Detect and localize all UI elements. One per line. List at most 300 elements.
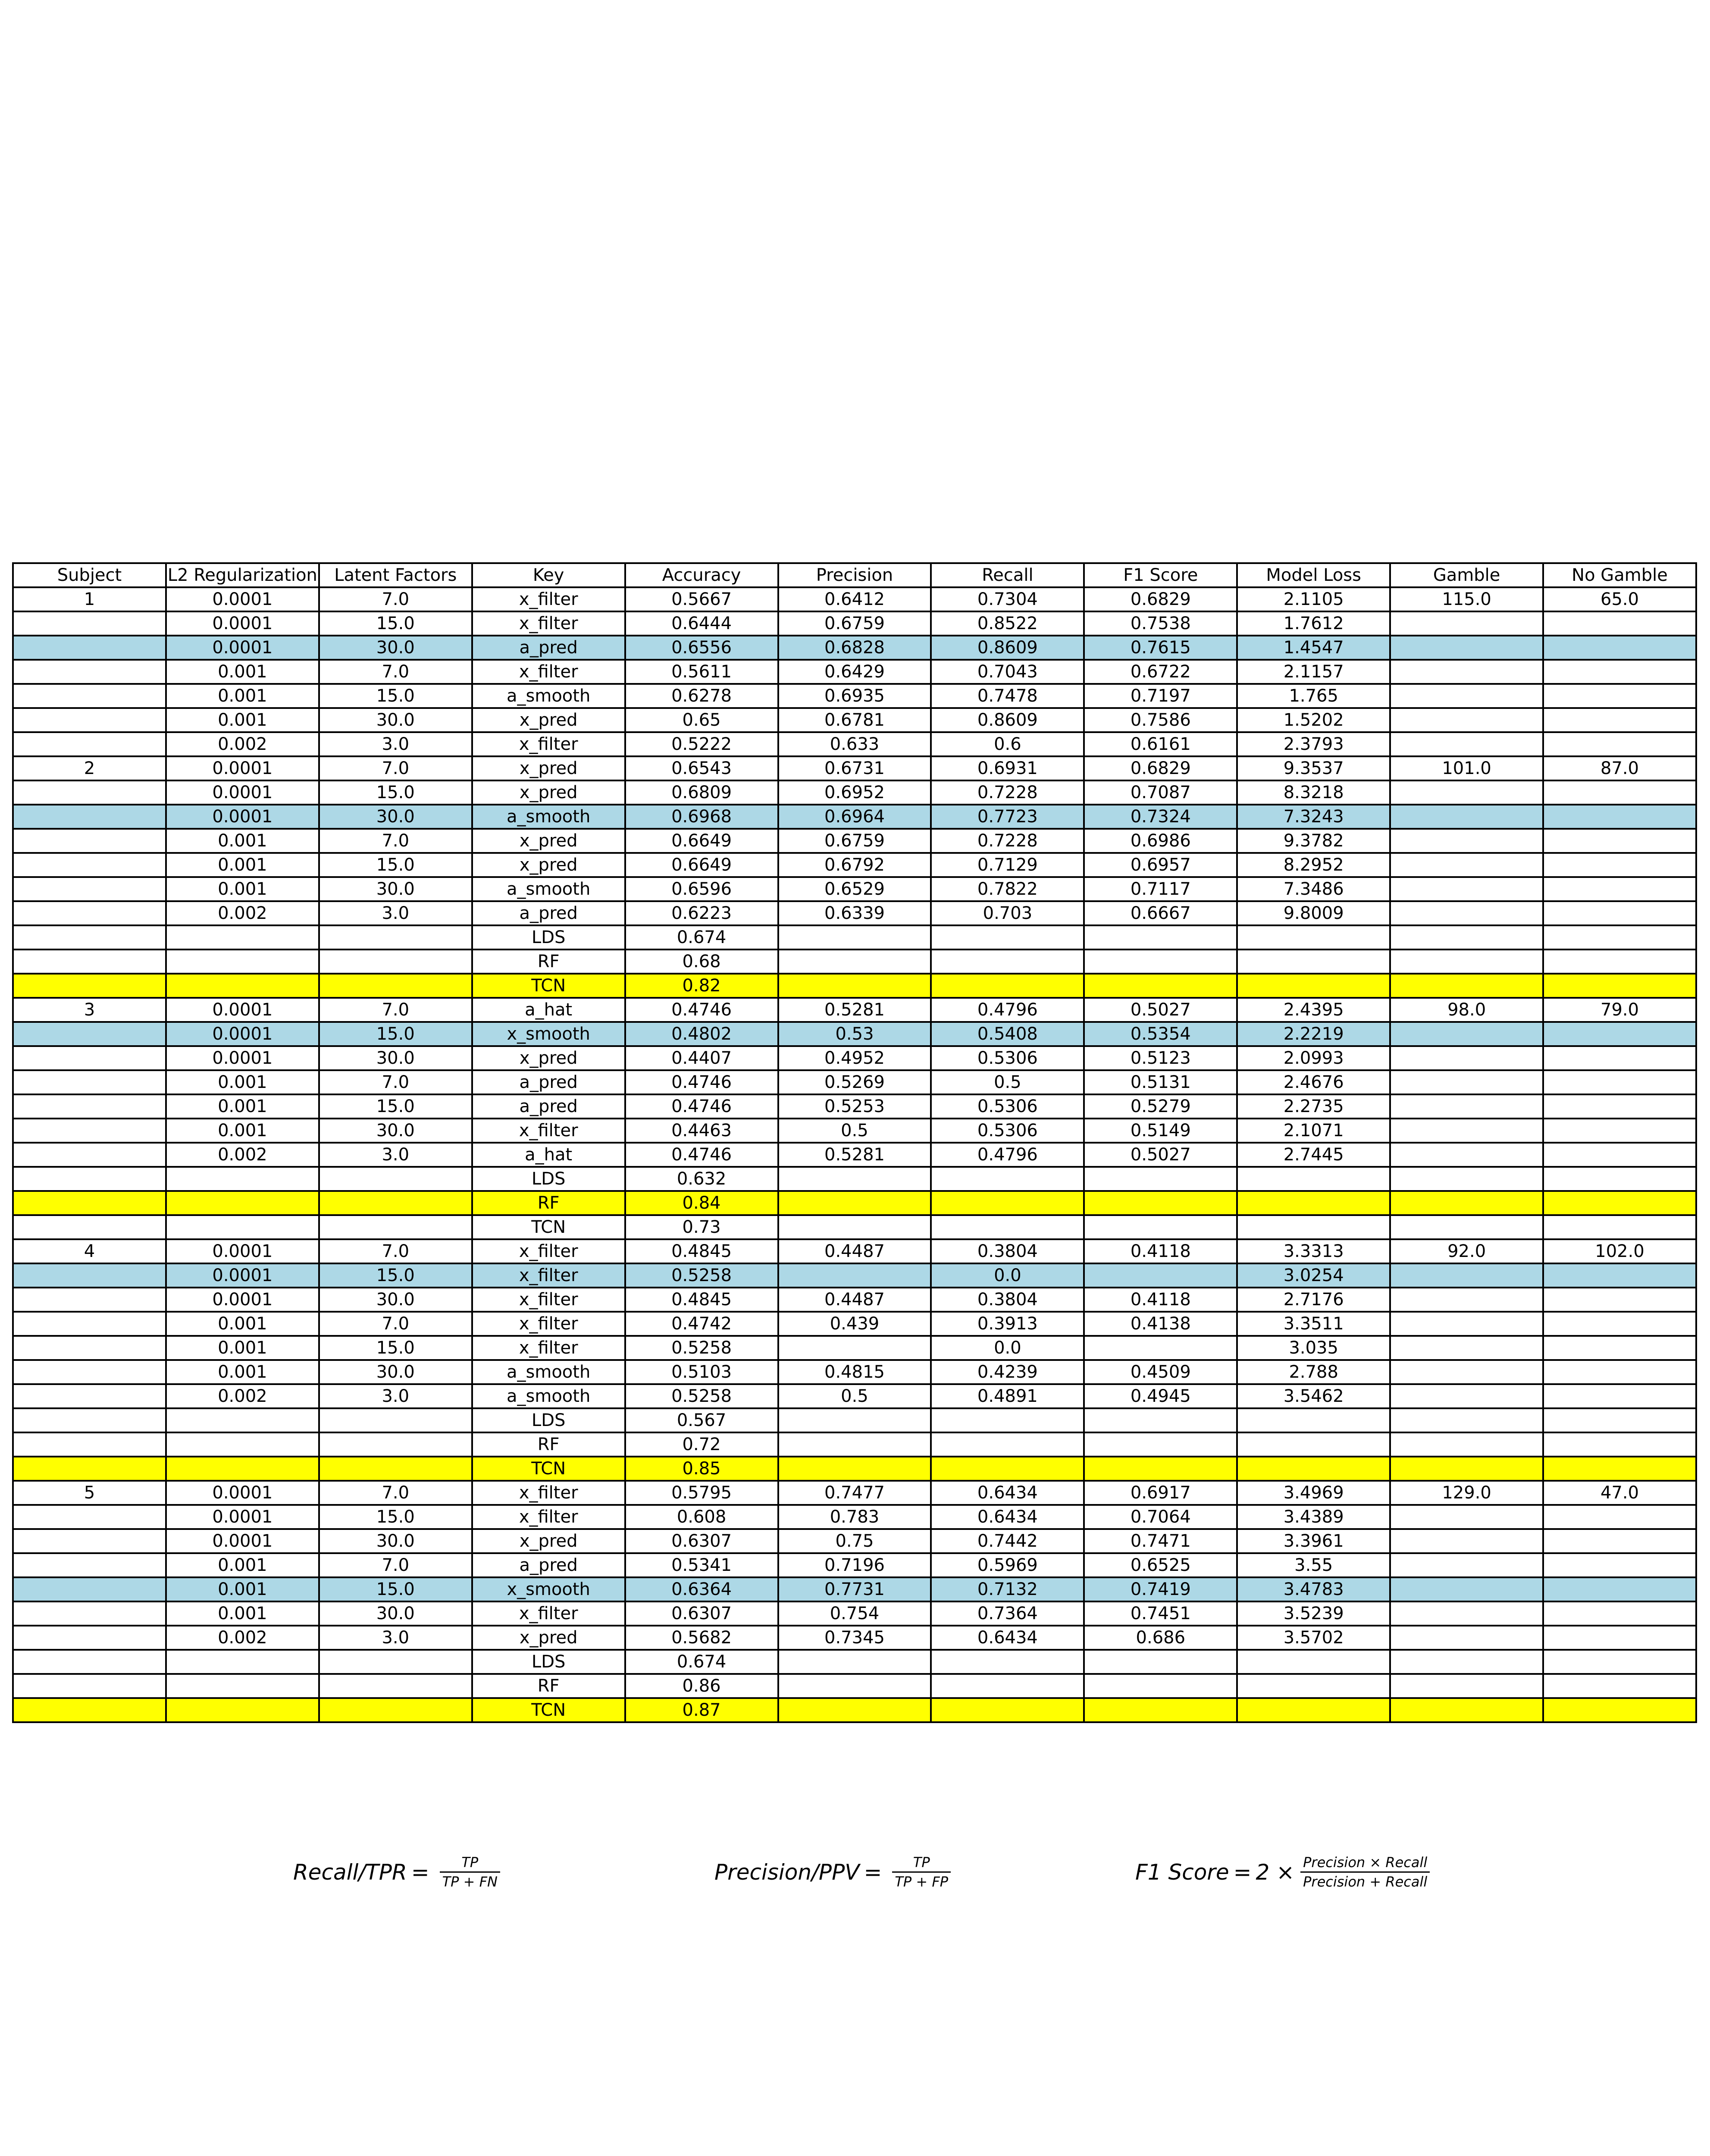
- table-cell: 0.4746: [625, 1094, 778, 1119]
- table-cell: [1084, 1263, 1237, 1288]
- table-cell: a_pred: [472, 901, 625, 925]
- table-cell: 2.7176: [1237, 1288, 1390, 1312]
- table-cell: [1237, 974, 1390, 998]
- table-row: [13, 1094, 1696, 1119]
- table-cell: 0.001: [166, 660, 319, 684]
- table-cell: [1543, 925, 1696, 950]
- table-cell: [1084, 1650, 1237, 1674]
- table-cell: TCN: [472, 1698, 625, 1722]
- table-cell: LDS: [472, 1167, 625, 1191]
- table-cell: [778, 974, 931, 998]
- table-cell: 129.0: [1390, 1481, 1543, 1505]
- recall-denominator: TP + FN: [440, 1871, 500, 1890]
- table-cell: [1390, 877, 1543, 901]
- table-cell: a_smooth: [472, 1384, 625, 1408]
- table-cell: 0.754: [778, 1601, 931, 1626]
- table-cell: 0.001: [166, 1336, 319, 1360]
- table-cell: a_hat: [472, 1143, 625, 1167]
- table-row: [13, 974, 1696, 998]
- table-cell: [1237, 925, 1390, 950]
- table-cell: [13, 1457, 166, 1481]
- table-cell: 0.73: [625, 1215, 778, 1239]
- table-cell: [319, 1650, 472, 1674]
- table-cell: 2.2219: [1237, 1022, 1390, 1046]
- table-cell: 0.7822: [931, 877, 1084, 901]
- table-cell: 0.4802: [625, 1022, 778, 1046]
- table-cell: [1543, 950, 1696, 974]
- table-cell: [1543, 1070, 1696, 1094]
- table-cell: LDS: [472, 1408, 625, 1432]
- table-cell: 0.002: [166, 1143, 319, 1167]
- table-cell: x_filter: [472, 611, 625, 636]
- table-cell: 7.0: [319, 660, 472, 684]
- table-cell: 3.0: [319, 1143, 472, 1167]
- table-cell: 0.0001: [166, 998, 319, 1022]
- table-cell: a_pred: [472, 1070, 625, 1094]
- table-cell: 15.0: [319, 1505, 472, 1529]
- table-cell: [1390, 1577, 1543, 1601]
- table-cell: [1543, 1215, 1696, 1239]
- table-cell: [319, 1698, 472, 1722]
- table-cell: [1390, 1626, 1543, 1650]
- table-cell: x_pred: [472, 1046, 625, 1070]
- table-cell: 0.7442: [931, 1529, 1084, 1553]
- table-cell: [13, 1674, 166, 1698]
- table-cell: 0.001: [166, 1070, 319, 1094]
- table-cell: [778, 1167, 931, 1191]
- table-cell: 0.001: [166, 1553, 319, 1577]
- table-cell: 0.4746: [625, 1070, 778, 1094]
- table-cell: 0.7196: [778, 1553, 931, 1577]
- table-cell: 0.6952: [778, 780, 931, 805]
- table-row: [13, 1167, 1696, 1191]
- table-cell: [778, 1650, 931, 1674]
- table-cell: TCN: [472, 1215, 625, 1239]
- table-cell: 0.7129: [931, 853, 1084, 877]
- table-cell: [931, 1650, 1084, 1674]
- table-cell: x_pred: [472, 1626, 625, 1650]
- header-row: [13, 563, 1696, 587]
- table-cell: [1237, 1457, 1390, 1481]
- table-cell: 0.608: [625, 1505, 778, 1529]
- table-cell: 0.4138: [1084, 1312, 1237, 1336]
- table-cell: [931, 925, 1084, 950]
- precision-lhs: Precision/PPV: [714, 1859, 860, 1885]
- table-cell: [13, 1650, 166, 1674]
- table-cell: a_pred: [472, 1094, 625, 1119]
- table-cell: 0.7345: [778, 1626, 931, 1650]
- table-row: [13, 1143, 1696, 1167]
- table-cell: 0.6828: [778, 636, 931, 660]
- table-cell: a_smooth: [472, 684, 625, 708]
- table-cell: [319, 1215, 472, 1239]
- table-cell: 0.4891: [931, 1384, 1084, 1408]
- table-cell: x_pred: [472, 1529, 625, 1553]
- table-cell: [1543, 1191, 1696, 1215]
- table-row: [13, 780, 1696, 805]
- table-cell: [1084, 1674, 1237, 1698]
- table-cell: x_filter: [472, 587, 625, 611]
- table-cell: [931, 950, 1084, 974]
- table-cell: 0.7228: [931, 780, 1084, 805]
- table-cell: [1390, 1070, 1543, 1094]
- table-cell: [1084, 1408, 1237, 1432]
- table-cell: 0.6731: [778, 756, 931, 780]
- table-cell: 7.0: [319, 1481, 472, 1505]
- table-cell: 0.5354: [1084, 1022, 1237, 1046]
- table-cell: 2.3793: [1237, 732, 1390, 756]
- table-cell: a_smooth: [472, 1360, 625, 1384]
- recall-lhs: Recall/TPR: [293, 1859, 407, 1885]
- table-cell: 0.5341: [625, 1553, 778, 1577]
- column-header: Accuracy: [625, 563, 778, 587]
- table-cell: 0.7087: [1084, 780, 1237, 805]
- table-cell: x_pred: [472, 708, 625, 732]
- table-cell: x_filter: [472, 1481, 625, 1505]
- table-cell: 7.0: [319, 1070, 472, 1094]
- table-cell: [1237, 1650, 1390, 1674]
- table-cell: [1390, 950, 1543, 974]
- table-cell: 3.5239: [1237, 1601, 1390, 1626]
- table-cell: 7.0: [319, 1239, 472, 1263]
- table-cell: 30.0: [319, 805, 472, 829]
- table-cell: [166, 1674, 319, 1698]
- table-cell: TCN: [472, 974, 625, 998]
- table-cell: 3.0: [319, 1384, 472, 1408]
- table-row: [13, 1288, 1696, 1312]
- results-table: [12, 562, 1697, 1723]
- table-cell: [1390, 1094, 1543, 1119]
- table-row: [13, 1191, 1696, 1215]
- table-row: [13, 1022, 1696, 1046]
- table-cell: 15.0: [319, 1094, 472, 1119]
- table-row: [13, 829, 1696, 853]
- table-cell: 3.0: [319, 732, 472, 756]
- table-cell: [1084, 1698, 1237, 1722]
- table-cell: 0.65: [625, 708, 778, 732]
- table-cell: 0.6307: [625, 1601, 778, 1626]
- table-cell: [13, 1577, 166, 1601]
- table-cell: 0.002: [166, 901, 319, 925]
- table-cell: 7.0: [319, 756, 472, 780]
- table-cell: 0.4118: [1084, 1239, 1237, 1263]
- table-cell: 0.7615: [1084, 636, 1237, 660]
- recall-fraction: [440, 1854, 500, 1890]
- table-cell: 0.0001: [166, 1239, 319, 1263]
- table-cell: [778, 1698, 931, 1722]
- table-cell: [1390, 1167, 1543, 1191]
- table-cell: [1390, 1529, 1543, 1553]
- table-cell: [1390, 1215, 1543, 1239]
- table-cell: 3.0: [319, 901, 472, 925]
- table-cell: [1390, 1263, 1543, 1288]
- table-cell: 7.3486: [1237, 877, 1390, 901]
- table-cell: 0.6722: [1084, 660, 1237, 684]
- table-cell: [1543, 1336, 1696, 1360]
- table-cell: 0.674: [625, 925, 778, 950]
- column-header: L2 Regularization: [166, 563, 319, 587]
- table-cell: 0.6792: [778, 853, 931, 877]
- table-cell: 30.0: [319, 1119, 472, 1143]
- table-cell: [1237, 1215, 1390, 1239]
- table-cell: [1543, 805, 1696, 829]
- table-row: [13, 1384, 1696, 1408]
- table-cell: [1543, 829, 1696, 853]
- table-cell: 3.035: [1237, 1336, 1390, 1360]
- table-cell: 0.7117: [1084, 877, 1237, 901]
- table-cell: 7.0: [319, 587, 472, 611]
- precision-numerator: TP: [913, 1854, 930, 1871]
- table-cell: [778, 1674, 931, 1698]
- table-cell: [319, 925, 472, 950]
- table-cell: 2.2735: [1237, 1094, 1390, 1119]
- table-cell: 0.7304: [931, 587, 1084, 611]
- f1-lhs: F1 Score: [1135, 1859, 1229, 1885]
- table-cell: x_pred: [472, 780, 625, 805]
- table-cell: [1543, 611, 1696, 636]
- table-cell: 0.4487: [778, 1239, 931, 1263]
- table-cell: a_pred: [472, 636, 625, 660]
- table-cell: 0.6529: [778, 877, 931, 901]
- table-cell: x_filter: [472, 1288, 625, 1312]
- table-cell: [13, 1384, 166, 1408]
- table-cell: 30.0: [319, 1601, 472, 1626]
- table-cell: [1390, 1336, 1543, 1360]
- table-cell: 0.6649: [625, 853, 778, 877]
- table-cell: 0.4118: [1084, 1288, 1237, 1312]
- table-cell: 0.6: [931, 732, 1084, 756]
- table-cell: 0.4815: [778, 1360, 931, 1384]
- table-cell: 0.53: [778, 1022, 931, 1046]
- table-cell: 0.7419: [1084, 1577, 1237, 1601]
- table-cell: [13, 636, 166, 660]
- table-cell: 4: [13, 1239, 166, 1263]
- table-cell: x_filter: [472, 660, 625, 684]
- table-cell: 0.633: [778, 732, 931, 756]
- table-cell: 101.0: [1390, 756, 1543, 780]
- table-cell: [1543, 636, 1696, 660]
- table-cell: [778, 1432, 931, 1457]
- table-cell: [166, 1191, 319, 1215]
- table-cell: [1390, 925, 1543, 950]
- table-row: [13, 925, 1696, 950]
- table-cell: 30.0: [319, 636, 472, 660]
- table-row: [13, 684, 1696, 708]
- table-cell: TCN: [472, 1457, 625, 1481]
- table-row: [13, 1312, 1696, 1336]
- table-cell: 0.5258: [625, 1384, 778, 1408]
- table-cell: 0.5: [931, 1070, 1084, 1094]
- table-cell: 15.0: [319, 1336, 472, 1360]
- table-cell: [1390, 1360, 1543, 1384]
- table-row: [13, 708, 1696, 732]
- table-cell: [1543, 1529, 1696, 1553]
- table-cell: [1543, 1601, 1696, 1626]
- table-cell: [1390, 1191, 1543, 1215]
- table-cell: 0.3804: [931, 1239, 1084, 1263]
- table-cell: 0.6161: [1084, 732, 1237, 756]
- table-cell: 92.0: [1390, 1239, 1543, 1263]
- table-cell: [1390, 1601, 1543, 1626]
- table-row: [13, 1070, 1696, 1094]
- table-cell: 0.6829: [1084, 756, 1237, 780]
- table-cell: [319, 1191, 472, 1215]
- table-cell: [13, 1408, 166, 1432]
- table-cell: [931, 974, 1084, 998]
- table-cell: LDS: [472, 1650, 625, 1674]
- table-cell: [166, 1408, 319, 1432]
- table-cell: x_smooth: [472, 1022, 625, 1046]
- table-cell: 0.0001: [166, 805, 319, 829]
- table-cell: [1237, 1408, 1390, 1432]
- table-cell: [13, 829, 166, 853]
- column-header: Gamble: [1390, 563, 1543, 587]
- table-cell: [13, 1360, 166, 1384]
- table-cell: [13, 1263, 166, 1288]
- table-cell: 0.7586: [1084, 708, 1237, 732]
- table-row: [13, 805, 1696, 829]
- table-cell: [1543, 1167, 1696, 1191]
- table-cell: 3.5462: [1237, 1384, 1390, 1408]
- table-row: [13, 1239, 1696, 1263]
- table-cell: 0.5611: [625, 660, 778, 684]
- table-cell: 79.0: [1543, 998, 1696, 1022]
- table-cell: [1390, 1505, 1543, 1529]
- table-cell: 30.0: [319, 1046, 472, 1070]
- table-cell: [13, 1529, 166, 1553]
- table-cell: 0.4509: [1084, 1360, 1237, 1384]
- table-cell: 0.0: [931, 1263, 1084, 1288]
- f1-factor: 2 ×: [1256, 1859, 1295, 1885]
- table-cell: [13, 684, 166, 708]
- table-cell: 2.0993: [1237, 1046, 1390, 1070]
- table-cell: [1543, 1312, 1696, 1336]
- table-row: [13, 587, 1696, 611]
- table-cell: 0.7731: [778, 1577, 931, 1601]
- table-cell: [1237, 1432, 1390, 1457]
- table-cell: 0.6434: [931, 1505, 1084, 1529]
- table-cell: 0.6434: [931, 1626, 1084, 1650]
- table-cell: 0.5: [778, 1384, 931, 1408]
- table-cell: 3.4969: [1237, 1481, 1390, 1505]
- table-cell: [1390, 1143, 1543, 1167]
- table-row: [13, 1481, 1696, 1505]
- table-cell: 0.001: [166, 1601, 319, 1626]
- table-cell: 0.5795: [625, 1481, 778, 1505]
- table-cell: [778, 950, 931, 974]
- table-row: [13, 636, 1696, 660]
- table-cell: 3: [13, 998, 166, 1022]
- table-cell: [1543, 732, 1696, 756]
- table-cell: [1390, 1408, 1543, 1432]
- table-cell: 0.0001: [166, 1481, 319, 1505]
- table-cell: [166, 1698, 319, 1722]
- table-cell: [13, 853, 166, 877]
- table-cell: [1543, 1094, 1696, 1119]
- table-cell: 15.0: [319, 684, 472, 708]
- column-header: Latent Factors: [319, 563, 472, 587]
- table-cell: [931, 1408, 1084, 1432]
- table-cell: [1543, 660, 1696, 684]
- table-cell: [778, 1408, 931, 1432]
- table-cell: 0.5258: [625, 1336, 778, 1360]
- table-cell: 7.3243: [1237, 805, 1390, 829]
- table-row: [13, 1119, 1696, 1143]
- table-cell: 2.1105: [1237, 587, 1390, 611]
- table-cell: [1390, 780, 1543, 805]
- table-cell: 0.001: [166, 1312, 319, 1336]
- table-cell: 0.7478: [931, 684, 1084, 708]
- table-cell: 0.7451: [1084, 1601, 1237, 1626]
- table-cell: [1390, 1119, 1543, 1143]
- table-cell: 0.6525: [1084, 1553, 1237, 1577]
- table-cell: 3.0: [319, 1626, 472, 1650]
- table-cell: [13, 780, 166, 805]
- table-cell: 0.4407: [625, 1046, 778, 1070]
- table-cell: 30.0: [319, 1360, 472, 1384]
- table-cell: 0.0001: [166, 636, 319, 660]
- table-row: [13, 1505, 1696, 1529]
- table-cell: [13, 901, 166, 925]
- table-cell: [1543, 1650, 1696, 1674]
- table-cell: 15.0: [319, 780, 472, 805]
- table-cell: 8.3218: [1237, 780, 1390, 805]
- table-cell: 1.765: [1237, 684, 1390, 708]
- table-cell: [166, 1432, 319, 1457]
- table-cell: 0.6781: [778, 708, 931, 732]
- column-header: Recall: [931, 563, 1084, 587]
- table-cell: [778, 1215, 931, 1239]
- table-cell: [1543, 1577, 1696, 1601]
- table-cell: [1390, 1046, 1543, 1070]
- table-cell: 0.6829: [1084, 587, 1237, 611]
- table-cell: 0.6957: [1084, 853, 1237, 877]
- table-cell: 0.5: [778, 1119, 931, 1143]
- table-cell: x_filter: [472, 1505, 625, 1529]
- table-cell: 0.5149: [1084, 1119, 1237, 1143]
- table-row: [13, 660, 1696, 684]
- table-cell: [1543, 1626, 1696, 1650]
- table-cell: [931, 1674, 1084, 1698]
- table-body: [13, 587, 1696, 1722]
- table-cell: 0.6667: [1084, 901, 1237, 925]
- table-cell: [1390, 1457, 1543, 1481]
- table-cell: 0.6931: [931, 756, 1084, 780]
- table-cell: 0.6556: [625, 636, 778, 660]
- table-cell: [1084, 1336, 1237, 1360]
- table-cell: [319, 1432, 472, 1457]
- f1-fraction: [1300, 1854, 1430, 1890]
- table-cell: 0.7132: [931, 1577, 1084, 1601]
- column-header: No Gamble: [1543, 563, 1696, 587]
- table-cell: 0.0001: [166, 587, 319, 611]
- table-cell: [1390, 1022, 1543, 1046]
- table-cell: [1543, 1384, 1696, 1408]
- table-cell: 0.5281: [778, 998, 931, 1022]
- table-row: [13, 1577, 1696, 1601]
- table-cell: 3.4389: [1237, 1505, 1390, 1529]
- table-cell: 0.4952: [778, 1046, 931, 1070]
- table-cell: [1543, 1022, 1696, 1046]
- table-cell: 0.0: [931, 1336, 1084, 1360]
- table-cell: [1390, 1432, 1543, 1457]
- table-cell: [13, 660, 166, 684]
- table-cell: [931, 1215, 1084, 1239]
- table-cell: 0.6596: [625, 877, 778, 901]
- table-cell: 0.84: [625, 1191, 778, 1215]
- table-cell: a_pred: [472, 1553, 625, 1577]
- table-cell: 0.5258: [625, 1263, 778, 1288]
